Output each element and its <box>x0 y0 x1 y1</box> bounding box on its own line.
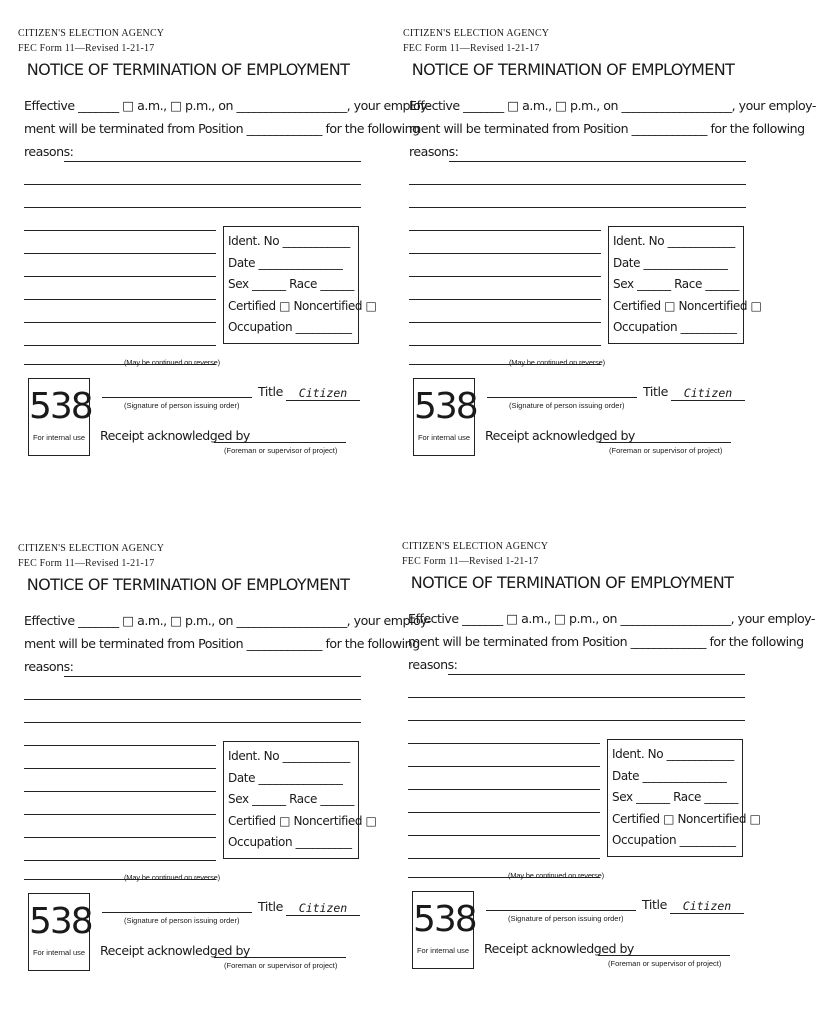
form-number: 538 <box>29 901 92 942</box>
effective-line: Effective _______ □ a.m., □ p.m., on ___________________, your employ- <box>24 613 431 628</box>
certified-field[interactable]: Certified □ Noncertified □ <box>613 298 762 313</box>
title-value[interactable]: Citizen <box>670 899 744 914</box>
signature-line[interactable] <box>487 397 637 398</box>
signature-line[interactable] <box>102 912 252 913</box>
sex-race-field[interactable]: Sex ______ Race ______ <box>613 277 739 291</box>
reasons-rule[interactable] <box>24 722 361 723</box>
signature-label: (Signature of person issuing order) <box>508 914 624 923</box>
ident-field[interactable]: Ident. No ____________ <box>613 234 735 248</box>
sex-race-field[interactable]: Sex ______ Race ______ <box>228 792 354 806</box>
signature-label: (Signature of person issuing order) <box>124 401 240 410</box>
employee-info-box <box>223 741 377 859</box>
position-line: ment will be terminated from Position _____________ for the following <box>24 636 420 651</box>
form-number-box <box>412 891 474 969</box>
form-title: NOTICE OF TERMINATION OF EMPLOYMENT <box>26 575 350 594</box>
internal-use-label: For internal use <box>416 946 470 955</box>
position-line: ment will be terminated from Position _____________ for the following <box>408 634 804 649</box>
reasons-rule[interactable] <box>409 322 601 323</box>
form-title: NOTICE OF TERMINATION OF EMPLOYMENT <box>411 60 735 79</box>
reasons-rule[interactable] <box>24 276 216 277</box>
reasons-rule[interactable] <box>409 230 601 231</box>
reasons-rule[interactable] <box>409 253 601 254</box>
form-number-box <box>413 378 475 456</box>
form-id: FEC Form 11—Revised 1-21-17 <box>402 556 539 567</box>
certified-field[interactable]: Certified □ Noncertified □ <box>228 298 377 313</box>
continued-note: (May be continued on reverse) <box>124 358 220 367</box>
ident-field[interactable]: Ident. No ____________ <box>228 749 350 763</box>
reasons-rule[interactable] <box>408 743 600 744</box>
agency-header <box>402 539 548 569</box>
reasons-rule[interactable] <box>449 161 746 162</box>
reasons-rule[interactable] <box>409 184 746 185</box>
reasons-rule[interactable] <box>24 207 361 208</box>
agency-header <box>18 541 164 571</box>
reasons-rule[interactable] <box>24 184 361 185</box>
notice-body <box>409 94 816 163</box>
title-value[interactable]: Citizen <box>286 901 360 916</box>
signature-line[interactable] <box>486 910 636 911</box>
effective-line: Effective _______ □ a.m., □ p.m., on ___________________, your employ- <box>408 611 815 626</box>
position-line: ment will be terminated from Position _____________ for the following <box>24 121 420 136</box>
agency-header <box>18 26 164 56</box>
form-bottom-right <box>402 539 815 1009</box>
certified-field[interactable]: Certified □ Noncertified □ <box>228 813 377 828</box>
reasons-rule[interactable] <box>408 812 600 813</box>
occupation-field[interactable]: Occupation __________ <box>228 320 352 334</box>
reasons-rule[interactable] <box>24 699 361 700</box>
form-id: FEC Form 11—Revised 1-21-17 <box>18 43 155 54</box>
receipt-label: Receipt acknowledged by <box>100 428 250 443</box>
ident-field[interactable]: Ident. No ____________ <box>612 747 734 761</box>
signature-label: (Signature of person issuing order) <box>124 916 240 925</box>
receipt-label: Receipt acknowledged by <box>100 943 250 958</box>
reasons-rule[interactable] <box>64 161 361 162</box>
signature-line[interactable] <box>102 397 252 398</box>
reasons-rule[interactable] <box>24 791 216 792</box>
agency-name: CITIZEN'S ELECTION AGENCY <box>402 541 549 552</box>
agency-name: CITIZEN'S ELECTION AGENCY <box>18 543 165 554</box>
agency-header <box>403 26 549 56</box>
reasons-rule[interactable] <box>24 814 216 815</box>
form-top-left <box>18 26 431 496</box>
reasons-rule[interactable] <box>24 860 216 861</box>
form-bottom-left <box>18 541 431 1011</box>
reasons-rule[interactable] <box>24 837 216 838</box>
form-number: 538 <box>29 386 92 427</box>
form-number-box <box>28 893 90 971</box>
date-field[interactable]: Date _______________ <box>228 255 343 270</box>
reasons-rule[interactable] <box>24 745 216 746</box>
agency-name: CITIZEN'S ELECTION AGENCY <box>403 28 550 39</box>
form-number-box <box>28 378 90 456</box>
title-label: Title <box>643 384 668 399</box>
reasons-rule[interactable] <box>408 835 600 836</box>
continued-note: (May be continued on reverse) <box>124 873 220 882</box>
reasons-rule[interactable] <box>24 230 216 231</box>
reasons-rule[interactable] <box>24 322 216 323</box>
effective-line: Effective _______ □ a.m., □ p.m., on ___________________, your employ- <box>409 98 816 113</box>
foreman-label: (Foreman or supervisor of project) <box>224 446 338 455</box>
reasons-rule[interactable] <box>408 697 745 698</box>
continued-note: (May be continued on reverse) <box>509 358 605 367</box>
reasons-line: reasons: <box>408 657 458 672</box>
receipt-label: Receipt acknowledged by <box>484 941 634 956</box>
date-field[interactable]: Date _______________ <box>612 768 727 783</box>
reasons-rule[interactable] <box>409 207 746 208</box>
foreman-label: (Foreman or supervisor of project) <box>224 961 338 970</box>
employee-info-box <box>223 226 377 344</box>
reasons-line: reasons: <box>24 659 74 674</box>
form-number: 538 <box>413 899 476 940</box>
receipt-label: Receipt acknowledged by <box>485 428 635 443</box>
title-value[interactable]: Citizen <box>286 386 360 401</box>
title-label: Title <box>258 384 283 399</box>
receipt-line[interactable] <box>598 955 730 956</box>
reasons-rule[interactable] <box>24 345 216 346</box>
form-id: FEC Form 11—Revised 1-21-17 <box>403 43 540 54</box>
reasons-rule[interactable] <box>409 276 601 277</box>
form-id: FEC Form 11—Revised 1-21-17 <box>18 558 155 569</box>
notice-body <box>24 609 431 678</box>
employee-info-box <box>608 226 762 344</box>
ident-field[interactable]: Ident. No ____________ <box>228 234 350 248</box>
reasons-rule[interactable] <box>24 299 216 300</box>
effective-line: Effective _______ □ a.m., □ p.m., on ___________________, your employ- <box>24 98 431 113</box>
reasons-rule[interactable] <box>24 768 216 769</box>
date-field[interactable]: Date _______________ <box>228 770 343 785</box>
reasons-line: reasons: <box>409 144 459 159</box>
title-value[interactable]: Citizen <box>671 386 745 401</box>
reasons-rule[interactable] <box>64 676 361 677</box>
notice-body <box>24 94 431 163</box>
form-title: NOTICE OF TERMINATION OF EMPLOYMENT <box>410 573 734 592</box>
reasons-rule[interactable] <box>408 766 600 767</box>
internal-use-label: For internal use <box>32 433 86 442</box>
form-number: 538 <box>414 386 477 427</box>
occupation-field[interactable]: Occupation __________ <box>612 833 736 847</box>
reasons-line: reasons: <box>24 144 74 159</box>
notice-body <box>408 607 815 676</box>
certified-field[interactable]: Certified □ Noncertified □ <box>612 811 761 826</box>
reasons-rule[interactable] <box>408 858 600 859</box>
internal-use-label: For internal use <box>32 948 86 957</box>
internal-use-label: For internal use <box>417 433 471 442</box>
occupation-field[interactable]: Occupation __________ <box>228 835 352 849</box>
reasons-rule[interactable] <box>408 789 600 790</box>
reasons-rule[interactable] <box>409 345 601 346</box>
form-title: NOTICE OF TERMINATION OF EMPLOYMENT <box>26 60 350 79</box>
title-label: Title <box>258 899 283 914</box>
sex-race-field[interactable]: Sex ______ Race ______ <box>228 277 354 291</box>
foreman-label: (Foreman or supervisor of project) <box>608 959 722 968</box>
date-field[interactable]: Date _______________ <box>613 255 728 270</box>
reasons-rule[interactable] <box>409 299 601 300</box>
form-top-right <box>403 26 816 496</box>
reasons-rule[interactable] <box>408 720 745 721</box>
receipt-line[interactable] <box>599 442 731 443</box>
foreman-label: (Foreman or supervisor of project) <box>609 446 723 455</box>
employee-info-box <box>607 739 761 857</box>
position-line: ment will be terminated from Position _____________ for the following <box>409 121 805 136</box>
reasons-rule[interactable] <box>24 253 216 254</box>
sex-race-field[interactable]: Sex ______ Race ______ <box>612 790 738 804</box>
signature-label: (Signature of person issuing order) <box>509 401 625 410</box>
occupation-field[interactable]: Occupation __________ <box>613 320 737 334</box>
continued-note: (May be continued on reverse) <box>508 871 604 880</box>
agency-name: CITIZEN'S ELECTION AGENCY <box>18 28 165 39</box>
reasons-rule[interactable] <box>448 674 745 675</box>
title-label: Title <box>642 897 667 912</box>
receipt-line[interactable] <box>214 957 346 958</box>
receipt-line[interactable] <box>214 442 346 443</box>
